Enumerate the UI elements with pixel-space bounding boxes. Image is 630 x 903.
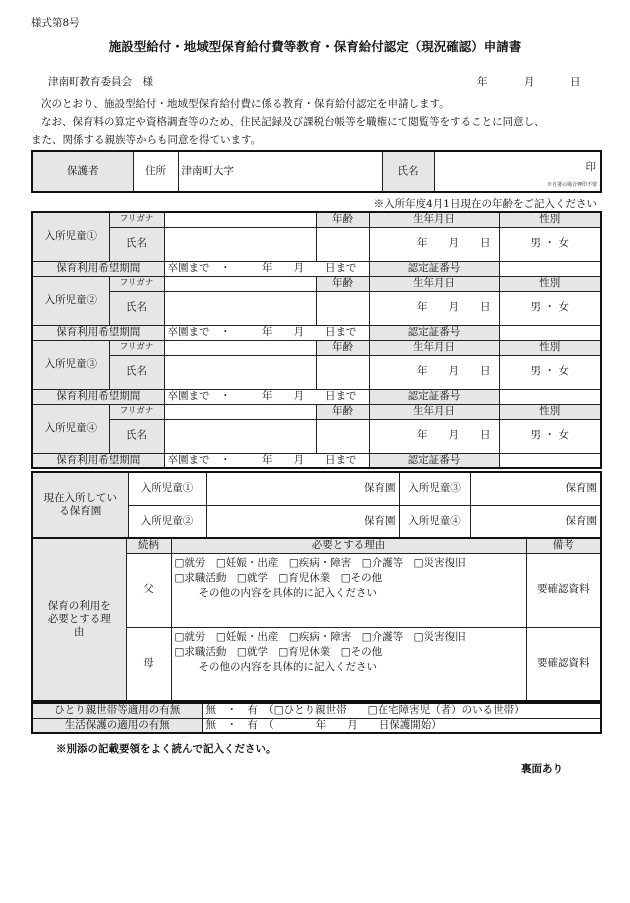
reasons-label: 保育の利用を必要とする理由: [32, 538, 126, 701]
mother-reason-line-3: その他の内容を具体的に記入ください: [198, 660, 377, 673]
guardian-table: [31, 150, 602, 193]
child-3-sex-field[interactable]: 男 ・ 女: [499, 355, 601, 389]
child-4-birth-field[interactable]: 年 月 日: [369, 419, 499, 453]
welfare-value[interactable]: 無 ・ 有 （ 年 月 日保護開始）: [202, 718, 601, 733]
child-3-cert-field[interactable]: [499, 389, 601, 404]
welfare-label: 生活保護の適用の有無: [32, 718, 202, 733]
child-3-age-header: 年齢: [316, 340, 369, 355]
child-3-furigana-field[interactable]: [164, 340, 316, 355]
age-note: ※入所年度4月1日現在の年齢をご記入ください: [373, 198, 597, 210]
single-parent-label: ひとり親世帯等適用の有無: [32, 703, 202, 718]
child-2-sex-header: 性別: [499, 276, 601, 291]
guardian-name-label: 氏名: [382, 151, 434, 192]
child-1-name-field[interactable]: [164, 227, 316, 261]
child-2-name-field[interactable]: [164, 291, 316, 325]
child-2-birth-field[interactable]: 年 月 日: [369, 291, 499, 325]
child-1-furigana-label: フリガナ: [109, 212, 164, 227]
current-child-1-field[interactable]: [206, 472, 399, 505]
child-2-birth-header: 生年月日: [369, 276, 499, 291]
child-3-cert-label: 認定証番号: [369, 389, 499, 404]
addressee: 津南町教育委員会 様: [48, 76, 153, 88]
current-child-2-label: 入所児童②: [128, 505, 206, 538]
current-child-4-field[interactable]: [470, 505, 601, 538]
child-4-name-label: 氏名: [109, 419, 164, 453]
father-reason-line-3: その他の内容を具体的に記入ください: [198, 586, 377, 599]
child-3-furigana-label: フリガナ: [109, 340, 164, 355]
mother-reason-line-2[interactable]: □求職活動 □就学 □育児休業 □その他: [174, 645, 383, 658]
child-3-sex-header: 性別: [499, 340, 601, 355]
child-1-age-field[interactable]: [316, 227, 369, 261]
child-4-furigana-label: フリガナ: [109, 404, 164, 419]
child-2-sex-field[interactable]: 男 ・ 女: [499, 291, 601, 325]
child-4-label: 入所児童④: [32, 404, 109, 453]
form-title: 施設型給付・地域型保育給付費等教育・保育給付認定（現況確認）申請書: [108, 39, 522, 54]
mother-reason-line-1[interactable]: □就労 □妊娠・出産 □疾病・障害 □介護等 □災害復旧: [174, 630, 466, 643]
child-3-birth-field[interactable]: 年 月 日: [369, 355, 499, 389]
child-4-cert-field[interactable]: [499, 453, 601, 468]
note-header: 備考: [526, 538, 601, 553]
form-number: 様式第8号: [31, 17, 80, 29]
father-reasons[interactable]: [171, 553, 526, 627]
child-2-age-header: 年齢: [316, 276, 369, 291]
guardian-name-field[interactable]: [434, 151, 601, 192]
footnote: ※別添の記載要領をよく読んで記入ください。: [56, 743, 277, 755]
child-3-name-label: 氏名: [109, 355, 164, 389]
status-table: [31, 702, 602, 734]
child-1-sex-field[interactable]: 男 ・ 女: [499, 227, 601, 261]
child-4-age-header: 年齢: [316, 404, 369, 419]
reason-header: 必要とする理由: [171, 538, 526, 553]
child-4-period-field[interactable]: 卒園まで ・ 年 月 日まで: [164, 453, 369, 468]
intro-line-2: なお、保育料の算定や資格調査等のため、住民記録及び課税台帳等を職権にて閲覧等をすることに同意し、: [41, 116, 545, 128]
child-1-period-field[interactable]: 卒園まで ・ 年 月 日まで: [164, 261, 369, 276]
nursery-suffix-3: 保育園: [565, 482, 597, 495]
current-child-4-label: 入所児童④: [399, 505, 470, 538]
child-1-cert-field[interactable]: [499, 261, 601, 276]
child-1-label: 入所児童①: [32, 212, 109, 261]
child-4-name-field[interactable]: [164, 419, 316, 453]
child-2-furigana-field[interactable]: [164, 276, 316, 291]
seal-note: ※自署の場合押印不要: [546, 182, 597, 188]
mother-label: 母: [126, 627, 171, 701]
date-day: 日: [570, 76, 581, 88]
father-note: 要確認資料: [526, 553, 601, 627]
nursery-suffix-2: 保育園: [364, 514, 396, 527]
child-1-period-label: 保育利用希望期間: [32, 261, 164, 276]
address-field[interactable]: 津南町大字: [178, 151, 382, 192]
child-2-label: 入所児童②: [32, 276, 109, 325]
child-1-furigana-field[interactable]: [164, 212, 316, 227]
child-4-furigana-field[interactable]: [164, 404, 316, 419]
mother-reasons[interactable]: [171, 627, 526, 701]
father-label: 父: [126, 553, 171, 627]
child-2-cert-label: 認定証番号: [369, 325, 499, 340]
address-label: 住所: [133, 151, 178, 192]
child-2-furigana-label: フリガナ: [109, 276, 164, 291]
child-2-age-field[interactable]: [316, 291, 369, 325]
child-4-period-label: 保育利用希望期間: [32, 453, 164, 468]
current-child-1-label: 入所児童①: [128, 472, 206, 505]
child-1-age-header: 年齢: [316, 212, 369, 227]
guardian-label: 保護者: [32, 151, 133, 192]
child-3-period-field[interactable]: 卒園まで ・ 年 月 日まで: [164, 389, 369, 404]
father-reason-line-2[interactable]: □求職活動 □就学 □育児休業 □その他: [174, 571, 383, 584]
child-4-sex-header: 性別: [499, 404, 601, 419]
current-child-3-field[interactable]: [470, 472, 601, 505]
child-2-cert-field[interactable]: [499, 325, 601, 340]
relation-header: 続柄: [126, 538, 171, 553]
mother-note: 要確認資料: [526, 627, 601, 701]
nursery-suffix-1: 保育園: [364, 482, 396, 495]
child-3-name-field[interactable]: [164, 355, 316, 389]
father-reason-line-1[interactable]: □就労 □妊娠・出産 □疾病・障害 □介護等 □災害復旧: [174, 556, 466, 569]
current-nursery-label: 現在入所している保育園: [32, 472, 128, 538]
child-2-name-label: 氏名: [109, 291, 164, 325]
child-1-name-label: 氏名: [109, 227, 164, 261]
intro-line-1: 次のとおり、施設型給付・地域型保育給付費に係る教育・保育給付認定を申請します。: [41, 98, 450, 110]
child-1-cert-label: 認定証番号: [369, 261, 499, 276]
child-1-sex-header: 性別: [499, 212, 601, 227]
reasons-table: [31, 537, 602, 702]
current-child-2-field[interactable]: [206, 505, 399, 538]
child-4-cert-label: 認定証番号: [369, 453, 499, 468]
child-3-label: 入所児童③: [32, 340, 109, 389]
child-4-age-field[interactable]: [316, 419, 369, 453]
current-nursery-table: [31, 471, 602, 539]
date-month: 月: [524, 76, 535, 88]
child-4-birth-header: 生年月日: [369, 404, 499, 419]
seal-mark: 印: [585, 161, 596, 173]
child-2-period-field[interactable]: 卒園まで ・ 年 月 日まで: [164, 325, 369, 340]
date-year: 年: [477, 76, 488, 88]
single-parent-value[interactable]: 無 ・ 有 （□ひとり親世帯 □在宅障害児（者）のいる世帯）: [202, 703, 601, 718]
child-1-birth-header: 生年月日: [369, 212, 499, 227]
child-3-birth-header: 生年月日: [369, 340, 499, 355]
nursery-suffix-4: 保育園: [565, 514, 597, 527]
child-2-period-label: 保育利用希望期間: [32, 325, 164, 340]
child-4-sex-field[interactable]: 男 ・ 女: [499, 419, 601, 453]
intro-line-3: また、関係する親族等からも同意を得ています。: [31, 134, 262, 146]
child-3-age-field[interactable]: [316, 355, 369, 389]
child-1-birth-field[interactable]: 年 月 日: [369, 227, 499, 261]
current-child-3-label: 入所児童③: [399, 472, 470, 505]
child-3-period-label: 保育利用希望期間: [32, 389, 164, 404]
children-table: [31, 211, 602, 469]
back-note: 裏面あり: [521, 763, 563, 775]
